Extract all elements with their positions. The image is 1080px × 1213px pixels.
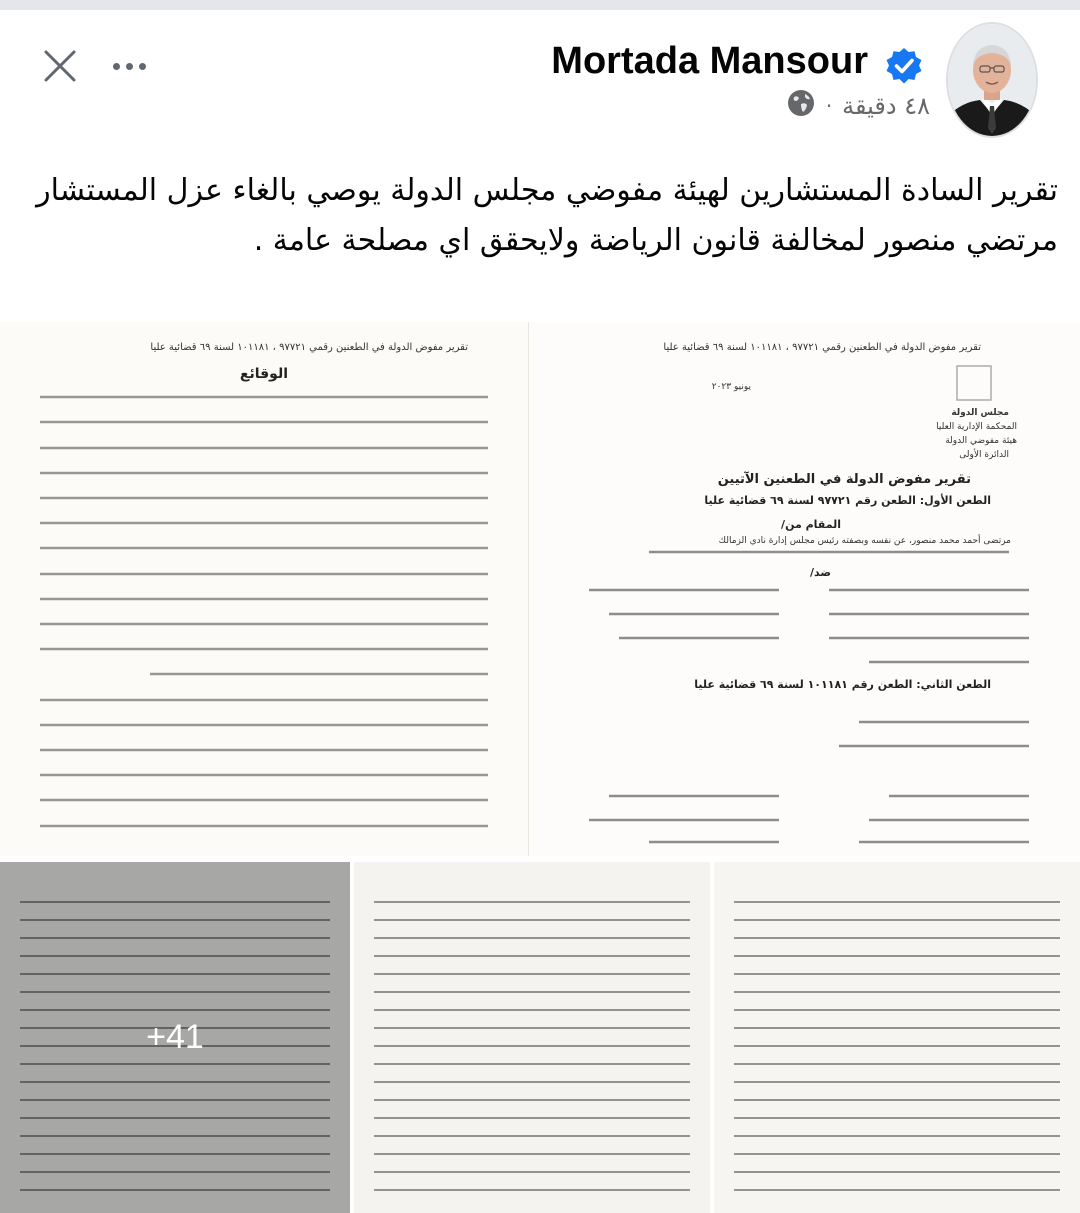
verified-badge-icon	[884, 46, 924, 86]
post-time[interactable]: ٤٨ دقيقة	[842, 92, 930, 120]
close-icon	[38, 46, 82, 86]
doc1-header: تقرير مفوض الدولة في الطعنين رقمي ٩٧٧٢١ ، ١٠١١٨١ لسنة ٦٩ قضائية عليا	[150, 342, 468, 353]
separator-dot: ·	[825, 94, 833, 118]
more-horizontal-icon	[113, 63, 120, 70]
photo-document-2[interactable]	[528, 322, 1080, 856]
doc2-title: تقرير مفوض الدولة في الطعنين الآتيين	[717, 472, 971, 487]
more-options-button[interactable]	[104, 46, 154, 86]
document-text-lines	[0, 322, 528, 856]
doc2-org-3: هيئة مفوضي الدولة	[945, 436, 1017, 446]
avatar[interactable]	[946, 22, 1038, 138]
photo-document-5[interactable]	[714, 862, 1080, 1213]
close-button[interactable]	[38, 46, 82, 86]
more-photos-overlay[interactable]	[0, 862, 350, 1213]
author-name[interactable]: Mortada Mansour	[551, 40, 868, 82]
doc2-org-2: المحكمة الإدارية العليا	[936, 422, 1017, 432]
doc2-appellant: مرتضى أحمد محمد منصور، عن نفسه وبصفته رئيس مجلس إدارة نادي الزمالك	[718, 536, 1011, 546]
more-photos-count: +41	[146, 1018, 204, 1056]
doc2-date: يونيو ٢٠٢٣	[711, 382, 751, 392]
post-meta	[786, 88, 930, 124]
doc2-header: تقرير مفوض الدولة في الطعنين رقمي ٩٧٧٢١ ، ١٠١١٨١ لسنة ٦٩ قضائية عليا	[663, 342, 981, 353]
doc2-appeal-2: الطعن الثاني: الطعن رقم ١٠١١٨١ لسنة ٦٩ قضائية عليا	[694, 678, 991, 691]
top-divider	[0, 0, 1080, 10]
post-text: تقرير السادة المستشارين لهيئة مفوضي مجلس الدولة يوصي بالغاء عزل المستشار مرتضي منصور لمخالفة قانون الرياضة ولايحقق اي مصلحة عامة .	[36, 173, 1058, 258]
globe-icon[interactable]	[786, 88, 816, 124]
doc1-section-title: الوقائع	[239, 366, 288, 382]
doc2-appellant-label: المقام من/	[781, 518, 841, 531]
doc2-org-4: الدائرة الأولى	[959, 450, 1009, 460]
doc2-appeal-1: الطعن الأول: الطعن رقم ٩٧٧٢١ لسنة ٦٩ قضائية عليا	[704, 494, 991, 507]
doc2-org-1: مجلس الدولة	[951, 408, 1009, 418]
photo-document-4[interactable]	[354, 862, 710, 1213]
doc2-against: ضد/	[809, 566, 831, 579]
photo-document-1[interactable]	[0, 322, 528, 856]
document-text-lines	[529, 322, 1080, 856]
